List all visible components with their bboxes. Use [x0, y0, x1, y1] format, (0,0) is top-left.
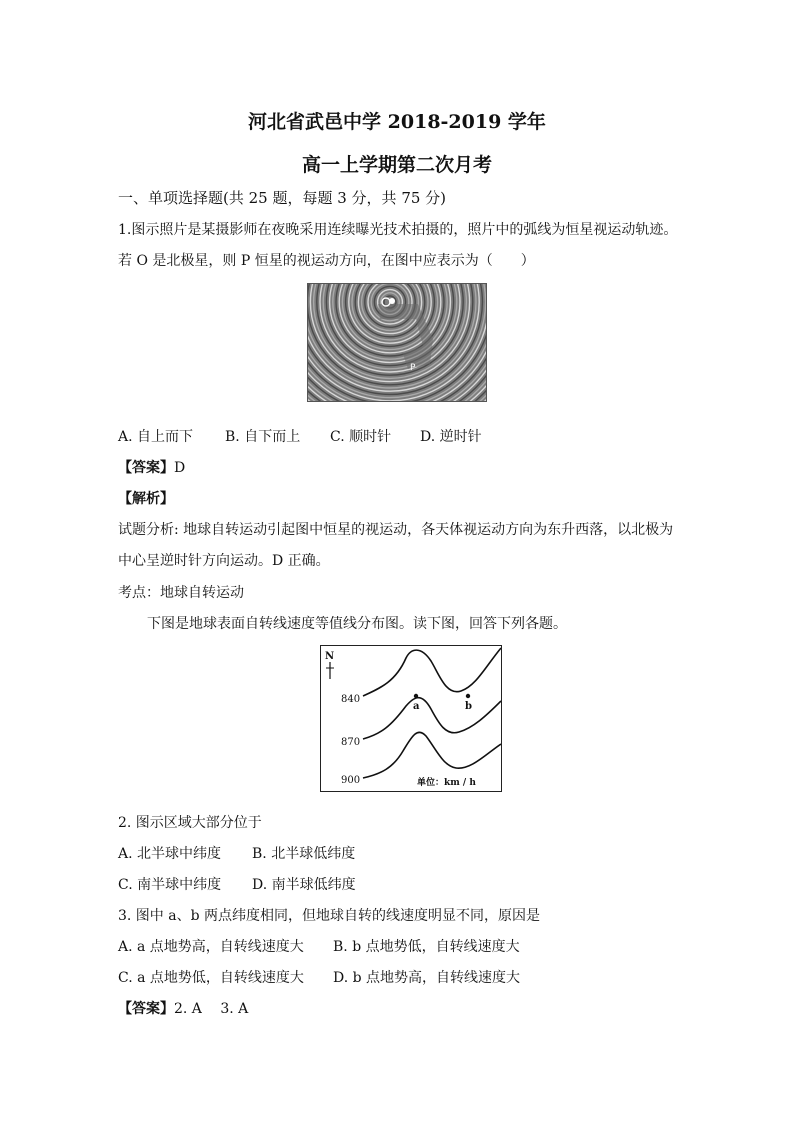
- q1-option-c: C. 顺时针: [330, 429, 392, 445]
- q2-option-c: C. 南半球中纬度: [118, 877, 222, 893]
- kaodian: 考点：地球自转运动: [118, 585, 244, 601]
- q2-option-b: B. 北半球低纬度: [252, 846, 356, 862]
- unit-label: 单位：km / h: [417, 778, 476, 788]
- answer-tag: 【答案】: [118, 1001, 174, 1017]
- answer-value: 2. A 3. A: [174, 1001, 249, 1017]
- page-subtitle: 高一上学期第二次月考: [301, 154, 492, 176]
- analysis-tag: 【解析】: [118, 491, 174, 507]
- q3-option-a: A. a 点地势高，自转线速度大: [118, 939, 304, 955]
- q1-answer: [118, 457, 185, 477]
- point-b-marker: [466, 694, 470, 698]
- q1-option-a: A. 自上而下: [118, 429, 194, 445]
- q1-stem-line2: 若 O 是北极星，则 P 恒星的视运动方向，在图中应表示为（ ）: [118, 253, 535, 269]
- q3-option-b: B. b 点地势低，自转线速度大: [333, 939, 520, 955]
- answer-tag: 【答案】: [118, 460, 174, 476]
- point-a-marker: [414, 694, 418, 698]
- q1-stem-line1: 1.图示照片是某摄影师在夜晚采用连续曝光技术拍摄的，照片中的弧线为恒星视运动轨迹。: [118, 222, 678, 238]
- point-b-label: b: [465, 701, 472, 712]
- q2-option-a: A. 北半球中纬度: [118, 846, 222, 862]
- section-heading: 一、单项选择题(共 25 题，每题 3 分，共 75 分): [118, 189, 447, 207]
- analysis-line1: 试题分析: 地球自转运动引起图中恒星的视运动，各天体视运动方向为东升西落，以北极为: [118, 522, 674, 538]
- north-label: N: [325, 651, 335, 662]
- q23-answer: [118, 998, 248, 1018]
- contour-map-graphic: [321, 646, 501, 791]
- q2-option-d: D. 南半球低纬度: [252, 877, 356, 893]
- contour-870: [363, 698, 501, 739]
- q3-stem: 3. 图中 a、b 两点纬度相同，但地球自转的线速度明显不同，原因是: [118, 908, 541, 924]
- contour-label-840: 840: [341, 694, 361, 705]
- contour-label-870: 870: [341, 737, 361, 748]
- contour-900: [363, 732, 501, 778]
- intro-text: 下图是地球表面自转线速度等值线分布图。读下图，回答下列各题。: [147, 616, 567, 632]
- q2-stem: 2. 图示区域大部分位于: [118, 815, 262, 831]
- q3-option-d: D. b 点地势高，自转线速度大: [333, 970, 521, 986]
- photo-label-p: P: [410, 363, 416, 373]
- star-trail-photo: [307, 283, 487, 402]
- star-trail-graphic: [308, 284, 487, 402]
- contour-map: [320, 645, 502, 792]
- q1-option-b: B. 自下而上: [225, 429, 301, 445]
- q1-option-d: D. 逆时针: [420, 429, 482, 445]
- point-a-label: a: [413, 701, 420, 712]
- contour-label-900: 900: [341, 775, 361, 786]
- analysis-line2: 中心呈逆时针方向运动。D 正确。: [118, 553, 330, 569]
- contour-840: [363, 648, 501, 696]
- page-title: 河北省武邑中学 2018-2019 学年: [248, 111, 546, 133]
- answer-value: D: [174, 460, 186, 476]
- q3-option-c: C. a 点地势低，自转线速度大: [118, 970, 304, 986]
